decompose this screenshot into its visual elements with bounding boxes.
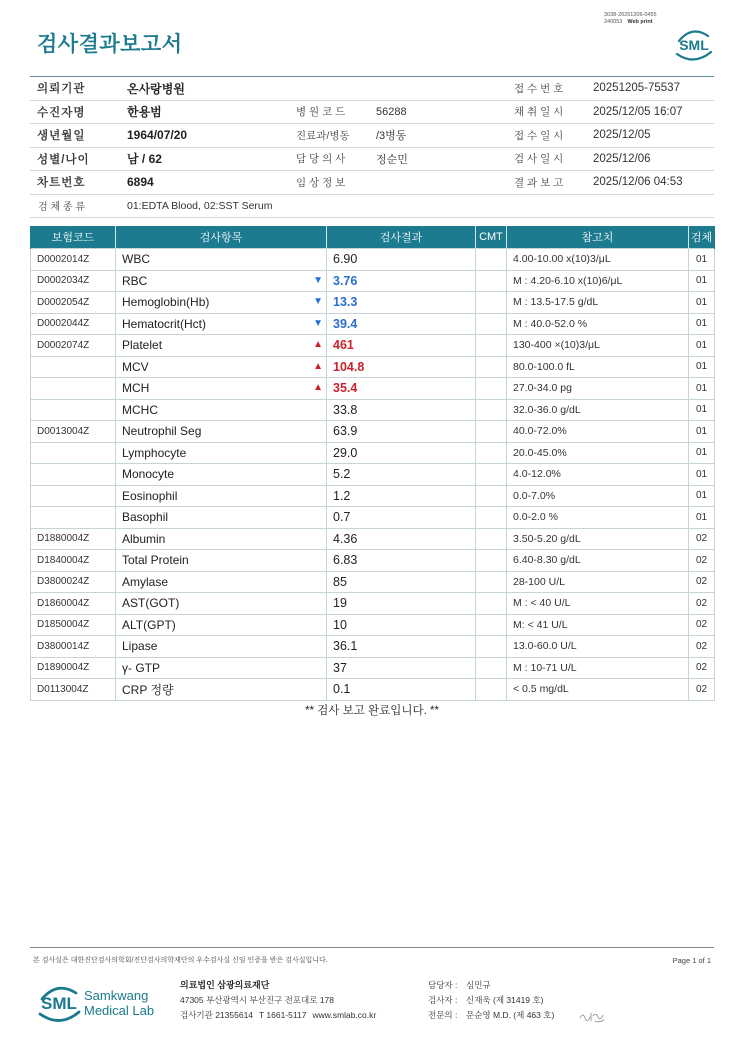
result-cell: 0.1: [327, 679, 476, 701]
test-item-name: Eosinophil: [122, 488, 178, 503]
test-item-name: Monocyte: [122, 467, 175, 482]
test-item-name: Lipase: [122, 639, 158, 654]
test-item-name: RBC: [122, 273, 148, 288]
logo-swoosh-bottom: [677, 52, 711, 60]
hospital-code-value: 56288: [365, 100, 500, 124]
staff-value: 심민규: [466, 980, 491, 990]
requester-label: 의뢰기관: [30, 77, 115, 101]
cmt-cell: [476, 571, 507, 593]
result-row: [31, 356, 715, 378]
result-row: [31, 335, 715, 357]
info-row: [30, 194, 714, 218]
info-row: [30, 77, 714, 101]
cmt-cell: [476, 249, 507, 271]
reported-at-value: 2025/12/06 04:53: [585, 171, 714, 195]
header-result: 검사결과: [327, 226, 476, 249]
specimen-cell: 02: [689, 636, 715, 658]
result-cell: 39.4: [327, 313, 476, 335]
cmt-cell: [476, 335, 507, 357]
test-item-cell: [116, 571, 327, 593]
header-specimen: 검체: [689, 226, 715, 249]
result-row: [31, 593, 715, 615]
cmt-cell: [476, 421, 507, 443]
staff-line-manager: [428, 980, 491, 991]
staff-label: 전문의 :: [428, 1010, 458, 1020]
test-item-cell: [116, 249, 327, 271]
reference-range-cell: 13.0-60.0 U/L: [507, 636, 689, 658]
lab-name-line1: Samkwang: [84, 988, 149, 1003]
result-row: [31, 292, 715, 314]
result-row: [31, 507, 715, 529]
test-item-name: Amylase: [122, 574, 169, 589]
print-id: 3038-20251206-0455: [604, 12, 657, 18]
department-ward-value: /3병동: [365, 124, 500, 148]
test-item-cell: [116, 657, 327, 679]
cmt-cell: [476, 399, 507, 421]
result-row: [31, 571, 715, 593]
department-ward-label: 진료과/병동: [283, 124, 365, 148]
specimen-cell: 02: [689, 571, 715, 593]
chart-no-value: 6894: [115, 171, 283, 195]
results-header-row: [31, 226, 715, 249]
print-mode: Web print: [627, 18, 653, 25]
empty-cell: [365, 77, 500, 101]
test-item-cell: [116, 399, 327, 421]
insurance-code-cell: [31, 464, 116, 486]
reference-range-cell: M : 40.0-52.0 %: [507, 313, 689, 335]
specimen-cell: 01: [689, 464, 715, 486]
tested-at-value: 2025/12/06: [585, 147, 714, 171]
test-item-cell: [116, 636, 327, 658]
test-item-name: γ- GTP: [122, 660, 160, 675]
lab-website: www.smlab.co.kr: [312, 1010, 377, 1020]
result-row: [31, 550, 715, 572]
test-item-name: AST(GOT): [122, 596, 180, 611]
result-cell: 35.4: [327, 378, 476, 400]
birth-date-label: 생년월일: [30, 124, 115, 148]
reference-range-cell: 27.0-34.0 pg: [507, 378, 689, 400]
reference-range-cell: 40.0-72.0%: [507, 421, 689, 443]
result-cell: 63.9: [327, 421, 476, 443]
insurance-code-cell: D3800024Z: [31, 571, 116, 593]
result-row: [31, 636, 715, 658]
specimen-cell: 01: [689, 335, 715, 357]
specimen-cell: 02: [689, 593, 715, 615]
specimen-cell: 01: [689, 378, 715, 400]
staff-value: 문순영 M.D. (제 463 호): [466, 1010, 555, 1020]
cmt-cell: [476, 270, 507, 292]
birth-date-value: 1964/07/20: [115, 124, 283, 148]
insurance-code-cell: D0002034Z: [31, 270, 116, 292]
foundation-name: 의료법인 삼광의료재단: [180, 980, 270, 990]
header-reference-range: 참고치: [507, 226, 689, 249]
received-at-label: 접 수 일 시: [500, 124, 585, 148]
specimen-cell: 01: [689, 292, 715, 314]
page-title: 검사결과보고서: [37, 33, 183, 56]
test-item-cell: [116, 550, 327, 572]
result-row: [31, 657, 715, 679]
result-cell: 37: [327, 657, 476, 679]
insurance-code-cell: D0002044Z: [31, 313, 116, 335]
result-cell: 6.90: [327, 249, 476, 271]
clinical-info-label: 임 상 정 보: [283, 171, 365, 195]
lab-address: 47305 부산광역시 부산진구 전포대로 178: [180, 995, 335, 1005]
specimen-cell: 01: [689, 421, 715, 443]
logo-text: SML: [41, 994, 77, 1013]
staff-line-specialist: [428, 1010, 554, 1021]
reference-range-cell: 4.0-12.0%: [507, 464, 689, 486]
logo-text: SML: [679, 37, 709, 53]
test-item-name: Lymphocyte: [122, 445, 187, 460]
cmt-cell: [476, 464, 507, 486]
result-row: [31, 614, 715, 636]
insurance-code-cell: D0002014Z: [31, 249, 116, 271]
test-item-name: MCV: [122, 359, 149, 374]
down-triangle-icon: [313, 295, 323, 309]
insurance-code-cell: [31, 507, 116, 529]
test-item-cell: [116, 679, 327, 701]
test-item-cell: [116, 270, 327, 292]
staff-label: 검사자 :: [428, 995, 458, 1005]
reference-range-cell: < 0.5 mg/dL: [507, 679, 689, 701]
accreditation-note: 본 검사실은 대한진단검사의학회/진단검사의학재단의 우수검사실 신임 인증을 받은 검사실입니다.: [33, 957, 328, 964]
test-item-name: Basophil: [122, 510, 169, 525]
result-cell: 29.0: [327, 442, 476, 464]
patient-name-label: 수진자명: [30, 100, 115, 124]
cmt-cell: [476, 442, 507, 464]
chart-no-label: 차트번호: [30, 171, 115, 195]
results-body: [31, 249, 715, 701]
lab-phone: T 1661-5117: [259, 1010, 307, 1020]
reported-at-label: 결 과 보 고: [500, 171, 585, 195]
patient-name-value: 한용범: [115, 100, 283, 124]
receipt-no-label: 접 수 번 호: [500, 77, 585, 101]
reference-range-cell: 130-400 ×(10)3/μL: [507, 335, 689, 357]
result-row: [31, 399, 715, 421]
footer-divider: [30, 947, 714, 948]
lab-name-line2: Medical Lab: [84, 1003, 155, 1018]
down-triangle-icon: [313, 317, 323, 331]
test-item-name: MCHC: [122, 402, 158, 417]
test-item-cell: [116, 614, 327, 636]
test-item-cell: [116, 292, 327, 314]
test-item-name: ALT(GPT): [122, 617, 176, 632]
hospital-code-label: 병 원 코 드: [283, 100, 365, 124]
cmt-cell: [476, 313, 507, 335]
cmt-cell: [476, 378, 507, 400]
reference-range-cell: 0.0-7.0%: [507, 485, 689, 507]
specialist-signature: [578, 1008, 606, 1026]
received-at-value: 2025/12/05: [585, 124, 714, 148]
result-cell: 13.3: [327, 292, 476, 314]
specimen-type-label: 검 체 종 류: [30, 194, 115, 218]
sml-logo: [672, 24, 716, 64]
result-cell: 19: [327, 593, 476, 615]
test-item-cell: [116, 593, 327, 615]
reference-range-cell: 80.0-100.0 fL: [507, 356, 689, 378]
reference-range-cell: 28-100 U/L: [507, 571, 689, 593]
cmt-cell: [476, 485, 507, 507]
cmt-cell: [476, 636, 507, 658]
reference-range-cell: 32.0-36.0 g/dL: [507, 399, 689, 421]
specimen-cell: 01: [689, 356, 715, 378]
staff-label: 담당자 :: [428, 980, 458, 990]
result-cell: 36.1: [327, 636, 476, 658]
collected-at-label: 채 취 일 시: [500, 100, 585, 124]
insurance-code-cell: [31, 356, 116, 378]
reference-range-cell: 20.0-45.0%: [507, 442, 689, 464]
info-row: [30, 171, 714, 195]
test-item-cell: [116, 485, 327, 507]
specimen-cell: 01: [689, 442, 715, 464]
header-insurance-code: 보험코드: [31, 226, 116, 249]
specimen-cell: 01: [689, 313, 715, 335]
test-item-name: CRP 정량: [122, 682, 174, 697]
completion-note: ** 검사 보고 완료입니다. **: [305, 705, 439, 717]
specimen-cell: 01: [689, 485, 715, 507]
test-item-cell: [116, 421, 327, 443]
insurance-code-cell: [31, 442, 116, 464]
result-row: [31, 270, 715, 292]
cmt-cell: [476, 507, 507, 529]
info-row: [30, 100, 714, 124]
down-triangle-icon: [313, 274, 323, 288]
reference-range-cell: M : < 40 U/L: [507, 593, 689, 615]
result-cell: 461: [327, 335, 476, 357]
header-test-item: 검사항목: [116, 226, 327, 249]
up-triangle-icon: [313, 381, 323, 395]
test-item-name: Total Protein: [122, 553, 189, 568]
specimen-cell: 01: [689, 507, 715, 529]
specimen-cell: 02: [689, 657, 715, 679]
result-cell: 6.83: [327, 550, 476, 572]
result-row: [31, 378, 715, 400]
collected-at-value: 2025/12/05 16:07: [585, 100, 714, 124]
insurance-code-cell: D0113004Z: [31, 679, 116, 701]
physician-value: 정순민: [365, 147, 500, 171]
logo-swoosh-bottom: [40, 1012, 79, 1021]
empty-cell: [283, 77, 365, 101]
result-cell: 10: [327, 614, 476, 636]
reference-range-cell: M : 4.20-6.10 x(10)6/μL: [507, 270, 689, 292]
result-cell: 5.2: [327, 464, 476, 486]
reference-range-cell: M : 10-71 U/L: [507, 657, 689, 679]
result-row: [31, 528, 715, 550]
cmt-cell: [476, 657, 507, 679]
test-item-name: MCH: [122, 381, 150, 396]
result-row: [31, 313, 715, 335]
test-item-cell: [116, 442, 327, 464]
reference-range-cell: M: < 41 U/L: [507, 614, 689, 636]
cmt-cell: [476, 550, 507, 572]
tested-at-label: 검 사 일 시: [500, 147, 585, 171]
insurance-code-cell: D1850004Z: [31, 614, 116, 636]
patient-info-table: [30, 76, 714, 218]
specimen-cell: 02: [689, 679, 715, 701]
sex-age-label: 성별/나이: [30, 147, 115, 171]
specimen-type-value: 01:EDTA Blood, 02:SST Serum: [115, 194, 714, 218]
receipt-no-value: 20251205-75537: [585, 77, 714, 101]
specimen-cell: 01: [689, 249, 715, 271]
cmt-cell: [476, 528, 507, 550]
insurance-code-cell: [31, 399, 116, 421]
test-item-cell: [116, 464, 327, 486]
sex-age-value: 남 / 62: [115, 147, 283, 171]
info-row: [30, 124, 714, 148]
staff-line-tester: [428, 995, 543, 1006]
results-table: [30, 226, 715, 701]
reference-range-cell: 6.40-8.30 g/dL: [507, 550, 689, 572]
insurance-code-cell: D1860004Z: [31, 593, 116, 615]
test-item-name: Albumin: [122, 531, 166, 546]
up-triangle-icon: [313, 360, 323, 374]
result-cell: 85: [327, 571, 476, 593]
physician-label: 담 당 의 사: [283, 147, 365, 171]
test-item-name: Hematocrit(Hct): [122, 316, 207, 331]
specimen-cell: 02: [689, 614, 715, 636]
result-cell: 4.36: [327, 528, 476, 550]
info-row: [30, 147, 714, 171]
reference-range-cell: 3.50-5.20 g/dL: [507, 528, 689, 550]
insurance-code-cell: D1890004Z: [31, 657, 116, 679]
result-row: [31, 249, 715, 271]
requester-value: 온사랑병원: [115, 77, 283, 101]
insurance-code-cell: D1880004Z: [31, 528, 116, 550]
cmt-cell: [476, 679, 507, 701]
print-info: [604, 12, 657, 25]
insurance-code-cell: D0002074Z: [31, 335, 116, 357]
test-item-name: WBC: [122, 252, 150, 267]
up-triangle-icon: [313, 338, 323, 352]
cmt-cell: [476, 614, 507, 636]
reference-range-cell: 0.0-2.0 %: [507, 507, 689, 529]
insurance-code-cell: [31, 378, 116, 400]
specimen-cell: 02: [689, 550, 715, 572]
result-cell: 33.8: [327, 399, 476, 421]
reference-range-cell: M : 13.5-17.5 g/dL: [507, 292, 689, 314]
staff-value: 신재욱 (제 31419 호): [466, 995, 544, 1005]
insurance-code-cell: D0013004Z: [31, 421, 116, 443]
test-item-cell: [116, 528, 327, 550]
print-mode-line: [604, 19, 657, 26]
cmt-cell: [476, 292, 507, 314]
lab-registration: 검사기관 21355614: [180, 1010, 254, 1020]
specimen-cell: 01: [689, 399, 715, 421]
result-row: [31, 442, 715, 464]
test-item-name: Hemoglobin(Hb): [122, 295, 210, 310]
cmt-cell: [476, 593, 507, 615]
reference-range-cell: 4.00-10.00 x(10)3/μL: [507, 249, 689, 271]
result-row: [31, 679, 715, 701]
print-code: 240053: [604, 18, 623, 25]
test-item-name: Neutrophil Seg: [122, 424, 202, 439]
clinical-info-value: [365, 171, 500, 195]
test-item-cell: [116, 378, 327, 400]
insurance-code-cell: [31, 485, 116, 507]
lab-contact: [180, 1010, 376, 1021]
result-cell: 0.7: [327, 507, 476, 529]
specimen-cell: 02: [689, 528, 715, 550]
test-item-cell: [116, 313, 327, 335]
header-cmt: CMT: [476, 226, 507, 249]
page-number: Page 1 of 1: [672, 956, 711, 965]
cmt-cell: [476, 356, 507, 378]
sml-footer-logo: [36, 980, 82, 1026]
test-item-cell: [116, 507, 327, 529]
test-item-cell: [116, 335, 327, 357]
result-cell: 1.2: [327, 485, 476, 507]
insurance-code-cell: D1840004Z: [31, 550, 116, 572]
result-row: [31, 421, 715, 443]
result-cell: 3.76: [327, 270, 476, 292]
insurance-code-cell: D3800014Z: [31, 636, 116, 658]
result-row: [31, 464, 715, 486]
test-item-name: Platelet: [122, 338, 163, 353]
insurance-code-cell: D0002054Z: [31, 292, 116, 314]
signature-stroke: [580, 1013, 604, 1022]
test-item-cell: [116, 356, 327, 378]
specimen-cell: 01: [689, 270, 715, 292]
result-cell: 104.8: [327, 356, 476, 378]
result-row: [31, 485, 715, 507]
